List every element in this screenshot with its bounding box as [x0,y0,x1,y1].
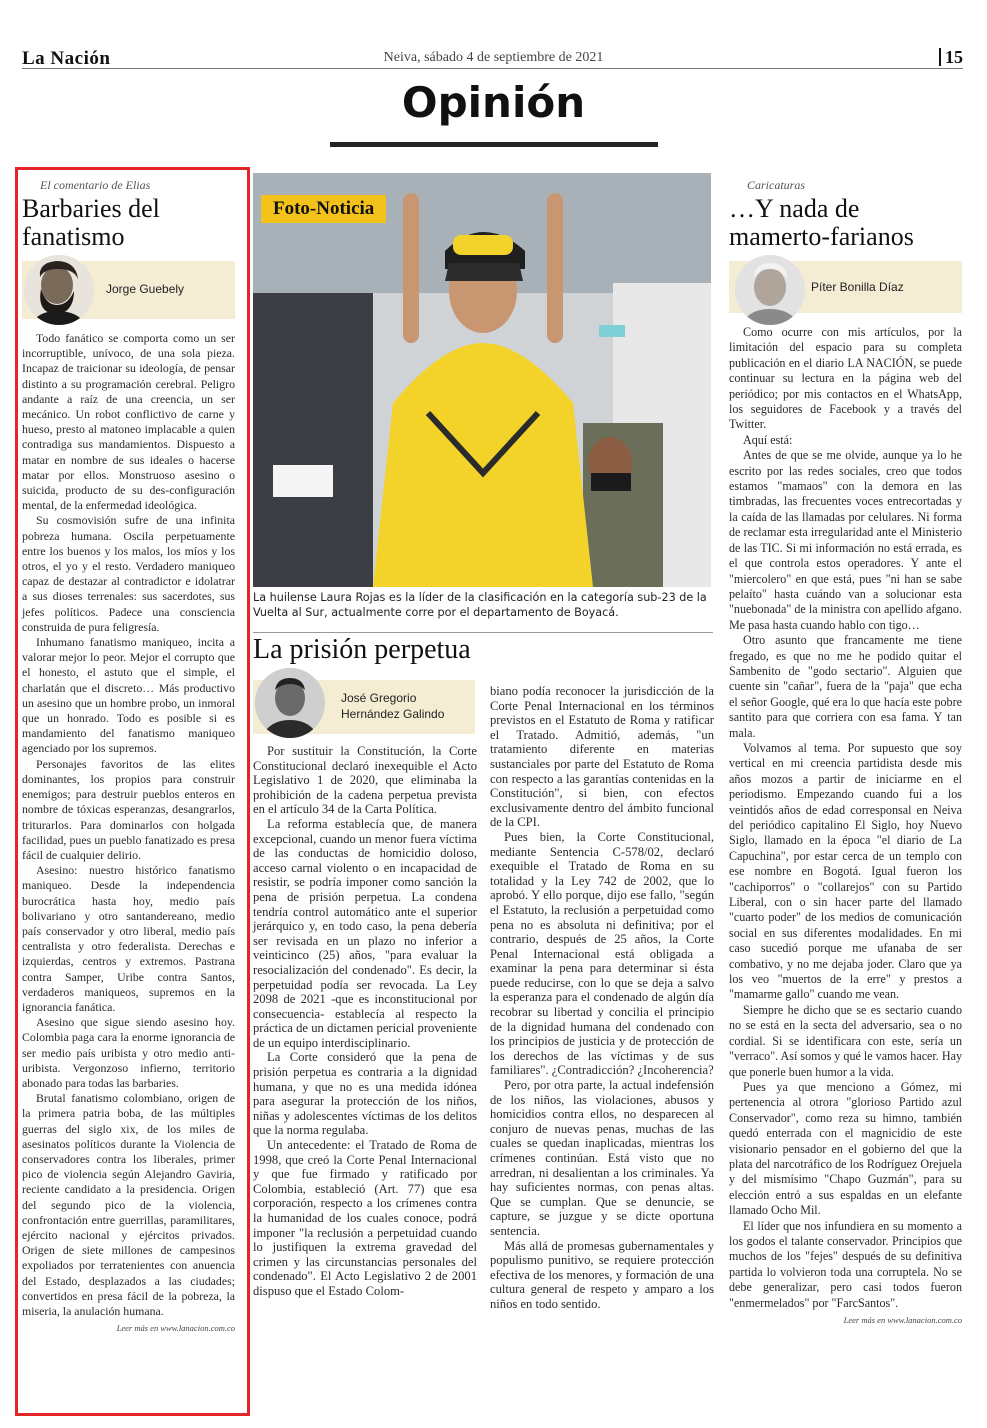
paragraph: Inhumano fanatismo maniqueo, incita a valorar mejor lo peor. Mejor el corrupto que el honesto, el astuto que el simple, el charlatán que el discreto… Más productivo un asesino que un hombre probo, un inmoral que un honrado. Todo es posible si es mandamiento del fanatismo maniqueo agenciado por los supremos. [22,635,235,756]
paragraph: Siempre he dicho que se es sectario cuando no se está en la secta del adversario, sea o no cordial. Si se identificara con este, sería un "verraco". Así somos y qué le vamos hacer. Hay que ponerle buen humor a la vida. [729,1002,962,1079]
author-byline [729,261,962,313]
author-photo [24,255,94,325]
paragraph: Otro asunto que francamente me tiene fregado, es que no me he podido quitar el Sambenito de "godo sectario". Alguien que cuente sin "cañar", fuera de la "paja" que echa el señor Google, qué era lo que hacía este pobre santito para que corriera con esa fama. Y tan mala. [729,633,962,740]
paragraph: Asesino que sigue siendo asesino hoy. Colombia paga cara la enorme ignorancia de ser medio país uribista y otro medio anti-uribista. Vergonzoso infierno, territorio abonado para todas las barbaries. [22,1015,235,1090]
paragraph: Como ocurre con mis artículos, por la limitación del espacio para su completa publicación en el diario LA NACIÓN, se puede continuar su lectura en la página web del periódico; por mis contactos en el WhatsApp, los seguidores de Facebook y a través del Twitter. [729,325,962,432]
paragraph: Volvamos al tema. Por supuesto que soy vertical en mi creencia partidista desde mis años mozos a partir de iniciarme en el periodismo. Empezando cuando fui a los veintidós años de edad corresponsal en Neiva del periódico capitalino El Siglo, hoy Nuevo Siglo, llamado en la época "el diario de La Capuchina", por estar cerca de un templo con ese nombre en Bogotá. Igual fueron los "cachiporros" o "collarejos" con su Partido Liberal, con o sin hacer parte del llamado "cuarto poder" de los medios de comunicación social en sus diferentes modalidades. En mi caso sucedió porque me ufanaba de ser combativo, y no me dejaba joder. Claro que ya los veo "muertos de la erre" y prestos a "mamarme gallo" cuando me vean. [729,740,962,1002]
paragraph: Antes de que se me olvide, aunque ya lo he escrito por las redes sociales, creo que todos estamos "mamaos" con la demora en las timbradas, las frecuentes voces entrecortadas y la caída de las llamadas por celulares. Ni forma de reclamar esta irregularidad ante el Ministerio de las TIC. Si mi información no está errada, es el que controla estos operadores. Y ante el "miercolero" en que está, pues "ni han se sabe pelaíto" hasta cuándo van a solucionar esta "nuebonada" de la ministra con apellido afgano. Me pasa hasta cuando hablo con tigo… [729,448,962,632]
paragraph: La reforma establecía que, de manera excepcional, cuando un menor fuera víctima de las conductas de homicidio doloso, acceso carnal violento o en incapacidad de resistir, se podría imponer como sanción la pena de prisión perpetua. La condena tendría control automático ante el superior jerárquico y, en todo caso, la pena debería ser revisada en un plazo no inferior a veinticinco (25) años, "para evaluar la resocialización del condenado". Es decir, la perpetuidad podía ser revocada. La Ley 2098 de 2021 -que es inconstitucional por consecuencia- establecía al respecto la práctica de un dictamen pericial proveniente de un equipo interdisciplinario. [253,816,477,1050]
author-name: Jorge Guebely [106,282,185,296]
section-rule [330,142,658,147]
caption-divider [253,632,713,633]
foto-noticia-tag: Foto-Noticia [261,195,386,223]
author-name-line2: Hernández Galindo [341,707,445,721]
paragraph: Asesino: nuestro histórico fanatismo maniqueo. Desde la independencia burocrática hasta hoy, medio país bolivariano y otro santandereano, medio país conservador y otro liberal, medio país centralista y otro federalista. Derechas e izquierdas, centros y extremos. Pastrana contra Samper, Uribe contra Santos, verdaderos maniqueos, supremos en la ignorancia fanática. [22,863,235,1014]
article-column-2 [490,684,714,1312]
right-column [729,178,962,1325]
photo-caption: La huilense Laura Rojas es la líder de la clasificación en la categoría sub-23 de la Vuelta al Sur, actualmente corre por el departamento de Boyacá. [253,591,707,619]
newspaper-logo: La Nación [22,48,111,69]
column-kicker: Caricaturas [747,178,806,192]
author-byline [22,261,235,319]
paragraph: Personajes favoritos de las elites dominantes, los propios para construir enemigos; para destruir pueblos enteros en nombre de tóxicas esperanzas, desangrarlos, triturarlos. Para dominarlos con holgada facilidad, pues un pueblo fanatizado es presa fácil de cualquier delirio. [22,756,235,862]
masthead-divider [22,68,963,69]
column-body [729,325,962,1311]
paragraph: Pero, por otra parte, la actual indefensión de los niños, las violaciones, abusos y homicidios contra ellos, no desparecen al conjuro de nuevas penas, muchas de las cuales se quedan inaplicadas, mientras los crímenes continúan. Está visto que no arredran, ni desalientan a los criminales. Ya hay suficientes normas, con penas altas. Que se cumplan. Que se denuncie, se capture, se juzgue y se dicte oportuna sentencia. [490,1078,714,1238]
paragraph: Más allá de promesas gubernamentales y populismo punitivo, se requiere protección efectiva de los menores, y formación de una cultura general de respeto y amparo a los niños en todo sentido. [490,1238,714,1311]
column-kicker: El comentario de Elias [40,178,151,192]
author-photo [735,255,805,325]
column-body [22,331,235,1319]
news-photo [253,173,711,587]
paragraph: Pues bien, la Corte Constitucional, mediante Sentencia C-578/02, declaró exequible el Tratado de Roma en su totalidad y la Ley 742 de 2002, que lo aprobó. Y ello porque, dijo ese fallo, "según el Estatuto, la reclusión a perpetuidad como pena no es absoluta ni definitiva; por el contrario, después de 25 años, la Corte Penal Internacional está obligada a examinar la pena para determinar si ésta puede reducirse, con lo que se deja a salvo la esperanza para el condenado de algún día recobrar su libertad y concilia el principio de la dignidad humana del condenado con los principios de justicia y de protección de los derechos de las víctimas y de sus familiares". ¿Contradicción? ¿Incoherencia? [490,829,714,1078]
section-title: Opinión [401,78,586,127]
author-byline [253,680,475,734]
article-headline: La prisión perpetua [253,634,471,665]
author-name-line1: José Gregorio [341,691,417,705]
paragraph: Un antecedente: el Tratado de Roma de 1998, que creó la Corte Penal Internacional y que fue firmado y ratificado por Colombia, estableció (Art. 77) que esa corporación, respecto a los crímenes contra la humanidad de los cuales conoce, podrá imponer "la reclusión a perpetuidad cuando lo justifiquen la extrema gravedad del crimen y las circunstancias personales del condenado". El Acto Legislativo 2 de 2001 dispuso que el Estado Colom- [253,1138,477,1298]
read-more-link[interactable]: Leer más en www.lanacion.com.co [843,1315,962,1325]
paragraph: Pues ya que menciono a Gómez, mi pertenencia al otrora "glorioso Partido azul Conservador", como reza su himno, también quedó enterrada con el magnicidio de este visionario pensador en el gobierno del que la plata del narcotráfico de los Rodríguez Orejuela y del mismísimo "Chapo Guzmán", para su elección entró a sus espaldas en un elefante llamado Ocho Mil. [729,1079,962,1218]
author-name: Píter Bonilla Díaz [811,280,904,294]
author-name [341,690,444,722]
article-column-1 [253,744,477,1299]
column-headline: Barbaries del fanatismo [22,194,160,251]
paragraph: Aquí está: [743,432,793,447]
author-photo [255,668,325,738]
paragraph: El líder que nos infundiera en su momento a los godos el talante conservador. Principios que muchos de los "fejes" después de su definitiva partida lo volvieron toda una corruptela. No se debe generalizar, pero casi todos fueron "enmermelados" por "FarcSantos". [729,1218,962,1310]
paragraph: Todo fanático se comporta como un ser incorruptible, unívoco, de una sola pieza. Incapaz de traicionar su ideología, de pensar distinto a su programación cerebral. Peligro andante a raíz de una creencia, un ser mecánico. Un robot conflictivo de carne y hueso, presto al matoneo implacable a quien contradiga sus mandamientos. Dispuesto a matar en nombre de sus ideales o hacerse matar por ellos. Monstruoso asesino o suicida, producto de su des-configuración mental, de la enfermedad ideológica. [22,331,235,513]
paragraph: Su cosmovisión sufre de una infinita pobreza humana. Oscila perpetuamente entre los buenos y los malos, los míos y los otros, el yo y el resto. Verdadero maniqueo capaz de destazar al contradictor e idolatrar a sus dioses terrenales: sus sacerdotes, sus jefes políticos. Padece una consciencia construida de pura feligresía. [22,513,235,634]
paragraph: La Corte consideró que la pena de prisión perpetua es contraria a la dignidad humana, y que no es una medida idónea para asegurar la protección de los niños, niñas y adolescentes víctimas de los delitos que la norma regulaba. [253,1050,477,1138]
column-headline: …Y nada de mamerto-farianos [729,194,914,251]
read-more-link[interactable]: Leer más en www.lanacion.com.co [116,1323,235,1334]
paragraph: biano podía reconocer la jurisdicción de la Corte Penal Internacional en los términos previstos en el Estatuto de Roma y ratificar el Tratado. Admitió, además, "un tratamiento diferente en materias sustanciales por parte del Estatuto de Roma con respecto a las garantías contenidas en la Constitución", si bien, con efectos exclusivamente dentro del ámbito funcional de la CPI. [490,684,714,830]
dateline: Neiva, sábado 4 de septiembre de 2021 [383,50,604,65]
page-number: 15 [939,48,963,66]
left-column [22,178,235,1333]
paragraph: Brutal fanatismo colombiano, origen de la primera patria boba, de las múltiples guerras del siglo xix, de los miles de asesinatos políticos durante la Violencia de conservadores contra los liberales, primer pico de violencia según Alejandro Gaviria, reciente candidato a la presidencia. Origen del segundo pico de la violencia, confrontación entre guerrillas, paramilitares, ejército nacional y ejércitos privados. Origen de siete millones de campesinos expoliados por terratenientes con anuencia del Estado, desplazados a las ciudades; convertidos en presa fácil de la pobreza, la miseria, la anulación humana. [22,1091,235,1318]
paragraph: Por sustituir la Constitución, la Corte Constitucional declaró inexequible el Acto Legislativo 1 de 2020, que eliminaba la prohibición de la cadena perpetua prevista en el artículo 34 de la Carta Política. [253,744,477,817]
